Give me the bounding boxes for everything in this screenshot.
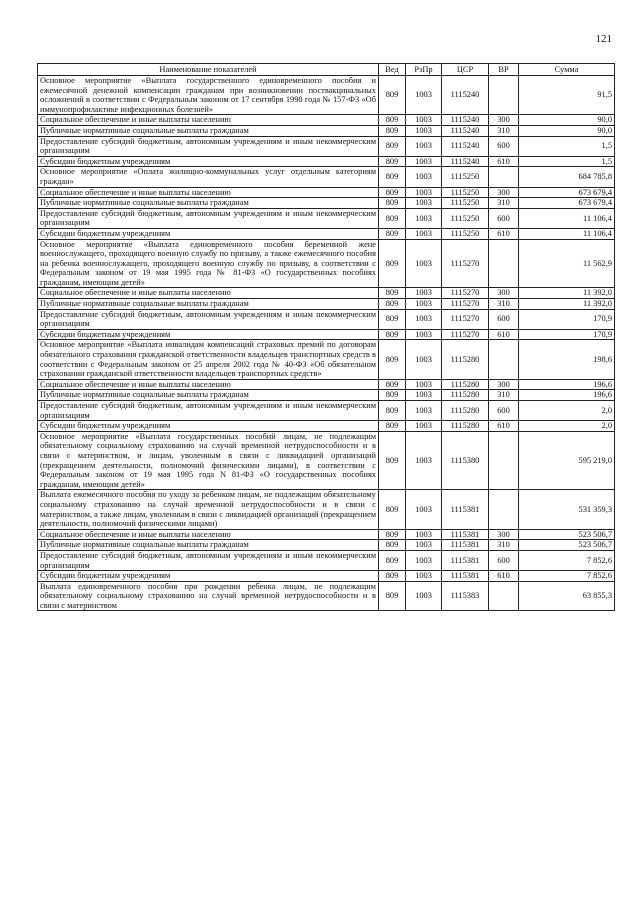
cell-ved: 809 <box>379 581 406 611</box>
cell-name: Социальное обеспечение и иные выплаты населению <box>38 115 379 126</box>
page-number: 121 <box>595 33 612 45</box>
cell-name: Основное мероприятие «Выплата государственных пособий лицам, не подлежащим обязательному социальному страхованию на случай временной нетрудоспособности и в связи с материнством, и лицам, уволенным в связи с ликвидацией организаций (прекращением деятельности, полномочий физическими лицами), в соответствии с Федеральным законом от 19 мая 1995 года N 81-ФЗ «О государственных пособиях гражданам, имеющим детей» <box>38 431 379 490</box>
cell-name: Публичные нормативные социальные выплаты гражданам <box>38 390 379 401</box>
cell-vr: 310 <box>489 299 519 310</box>
cell-name: Субсидии бюджетным учреждениям <box>38 228 379 239</box>
cell-ved: 809 <box>379 529 406 540</box>
cell-rzpr: 1003 <box>406 529 442 540</box>
cell-csr: 1115270 <box>442 309 489 329</box>
cell-name: Выплата единовременного пособия при рождении ребенка лицам, не подлежащим обязательному социальному страхованию на случай временной нетрудоспособности и в связи с материнством <box>38 581 379 611</box>
cell-ved: 809 <box>379 76 406 115</box>
cell-vr <box>489 431 519 490</box>
cell-vr <box>489 239 519 288</box>
cell-rzpr: 1003 <box>406 228 442 239</box>
cell-ved: 809 <box>379 550 406 570</box>
cell-rzpr: 1003 <box>406 309 442 329</box>
cell-vr <box>489 340 519 379</box>
cell-name: Субсидии бюджетным учреждениям <box>38 329 379 340</box>
cell-csr: 1115240 <box>442 136 489 156</box>
cell-csr: 1115240 <box>442 115 489 126</box>
table-row <box>38 421 615 432</box>
cell-rzpr: 1003 <box>406 76 442 115</box>
cell-vr <box>489 167 519 187</box>
cell-sum: 1,5 <box>519 156 615 167</box>
cell-rzpr: 1003 <box>406 239 442 288</box>
cell-ved: 809 <box>379 125 406 136</box>
cell-ved: 809 <box>379 228 406 239</box>
table-row <box>38 529 615 540</box>
cell-csr: 1115280 <box>442 340 489 379</box>
cell-vr <box>489 76 519 115</box>
cell-sum: 523 506,7 <box>519 529 615 540</box>
cell-vr: 300 <box>489 288 519 299</box>
table-row <box>38 490 615 529</box>
cell-sum: 11 562,9 <box>519 239 615 288</box>
cell-ved: 809 <box>379 288 406 299</box>
header-rzpr: РзПр <box>406 64 442 76</box>
cell-ved: 809 <box>379 540 406 551</box>
cell-sum: 11 392,0 <box>519 288 615 299</box>
budget-table <box>37 63 615 611</box>
table-row <box>38 136 615 156</box>
cell-csr: 1115270 <box>442 239 489 288</box>
cell-rzpr: 1003 <box>406 187 442 198</box>
table-row <box>38 299 615 310</box>
header-sum: Сумма <box>519 64 615 76</box>
cell-sum: 90,0 <box>519 115 615 126</box>
cell-csr: 1115381 <box>442 540 489 551</box>
table-row <box>38 76 615 115</box>
table-header-row <box>38 64 615 76</box>
cell-csr: 1115270 <box>442 329 489 340</box>
cell-rzpr: 1003 <box>406 299 442 310</box>
cell-ved: 809 <box>379 340 406 379</box>
cell-rzpr: 1003 <box>406 490 442 529</box>
cell-name: Основное мероприятие «Оплата жилищно-коммунальных услуг отдельным категориям граждан» <box>38 167 379 187</box>
cell-ved: 809 <box>379 329 406 340</box>
cell-sum: 63 855,3 <box>519 581 615 611</box>
cell-name: Предоставление субсидий бюджетным, автономным учреждениям и иным некоммерческим организациям <box>38 136 379 156</box>
cell-rzpr: 1003 <box>406 136 442 156</box>
cell-csr: 1115381 <box>442 550 489 570</box>
cell-rzpr: 1003 <box>406 167 442 187</box>
cell-name: Предоставление субсидий бюджетным, автономным учреждениям и иным некоммерческим организациям <box>38 309 379 329</box>
cell-sum: 170,9 <box>519 329 615 340</box>
cell-rzpr: 1003 <box>406 379 442 390</box>
cell-name: Основное мероприятие «Выплата единовременного пособия беременной жене военнослужащего, проходящего военную службу по призыву, а также ежемесячного пособия на ребенка военнослужащего, проходящего военную службу по призыву, в соответствии с Федеральным законом от 19 мая 1995 года № 81-ФЗ «О государственных пособиях гражданам, имеющим детей» <box>38 239 379 288</box>
cell-sum: 673 679,4 <box>519 198 615 209</box>
cell-rzpr: 1003 <box>406 431 442 490</box>
cell-ved: 809 <box>379 431 406 490</box>
cell-ved: 809 <box>379 571 406 582</box>
table-row <box>38 187 615 198</box>
cell-csr: 1115381 <box>442 571 489 582</box>
cell-vr: 300 <box>489 115 519 126</box>
cell-sum: 7 852,6 <box>519 550 615 570</box>
cell-sum: 11 392,0 <box>519 299 615 310</box>
table-row <box>38 431 615 490</box>
cell-sum: 7 852,6 <box>519 571 615 582</box>
cell-sum: 170,9 <box>519 309 615 329</box>
cell-ved: 809 <box>379 187 406 198</box>
cell-name: Социальное обеспечение и иные выплаты населению <box>38 529 379 540</box>
cell-vr <box>489 581 519 611</box>
table-row <box>38 340 615 379</box>
cell-vr: 610 <box>489 571 519 582</box>
cell-csr: 1115250 <box>442 198 489 209</box>
cell-vr: 600 <box>489 309 519 329</box>
table-row <box>38 288 615 299</box>
cell-sum: 11 106,4 <box>519 208 615 228</box>
cell-vr: 610 <box>489 228 519 239</box>
cell-sum: 595 219,0 <box>519 431 615 490</box>
cell-ved: 809 <box>379 115 406 126</box>
cell-name: Субсидии бюджетным учреждениям <box>38 421 379 432</box>
cell-sum: 196,6 <box>519 390 615 401</box>
table-row <box>38 167 615 187</box>
cell-rzpr: 1003 <box>406 581 442 611</box>
cell-vr: 610 <box>489 421 519 432</box>
cell-csr: 1115280 <box>442 379 489 390</box>
cell-sum: 531 359,3 <box>519 490 615 529</box>
header-csr: ЦСР <box>442 64 489 76</box>
cell-csr: 1115280 <box>442 421 489 432</box>
cell-name: Публичные нормативные социальные выплаты гражданам <box>38 125 379 136</box>
cell-csr: 1115380 <box>442 431 489 490</box>
cell-vr: 310 <box>489 540 519 551</box>
cell-vr: 600 <box>489 550 519 570</box>
cell-vr: 600 <box>489 401 519 421</box>
cell-ved: 809 <box>379 198 406 209</box>
cell-rzpr: 1003 <box>406 329 442 340</box>
cell-csr: 1115383 <box>442 581 489 611</box>
table-row <box>38 379 615 390</box>
cell-vr <box>489 490 519 529</box>
cell-sum: 90,0 <box>519 125 615 136</box>
cell-ved: 809 <box>379 156 406 167</box>
cell-name: Предоставление субсидий бюджетным, автономным учреждениям и иным некоммерческим организациям <box>38 208 379 228</box>
table-row <box>38 309 615 329</box>
cell-vr: 300 <box>489 379 519 390</box>
cell-ved: 809 <box>379 379 406 390</box>
cell-name: Основное мероприятие «Выплата инвалидам компенсаций страховых премий по договорам обязательного страхования гражданской ответственности владельцев транспортных средств в соответствии с Федеральным законом от 25 апреля 2002 года № 40-ФЗ «Об обязательном страховании гражданской ответственности владельцев транспортных средств» <box>38 340 379 379</box>
cell-rzpr: 1003 <box>406 550 442 570</box>
cell-vr: 610 <box>489 329 519 340</box>
cell-ved: 809 <box>379 421 406 432</box>
table-row <box>38 125 615 136</box>
cell-vr: 600 <box>489 208 519 228</box>
table-row <box>38 208 615 228</box>
cell-sum: 198,6 <box>519 340 615 379</box>
cell-csr: 1115280 <box>442 401 489 421</box>
cell-sum: 91,5 <box>519 76 615 115</box>
table-row <box>38 228 615 239</box>
cell-csr: 1115250 <box>442 208 489 228</box>
header-ved: Вед <box>379 64 406 76</box>
cell-name: Публичные нормативные социальные выплаты гражданам <box>38 198 379 209</box>
table-row <box>38 571 615 582</box>
cell-ved: 809 <box>379 299 406 310</box>
cell-csr: 1115250 <box>442 228 489 239</box>
cell-rzpr: 1003 <box>406 571 442 582</box>
cell-csr: 1115270 <box>442 299 489 310</box>
header-vr: ВР <box>489 64 519 76</box>
cell-rzpr: 1003 <box>406 125 442 136</box>
cell-ved: 809 <box>379 136 406 156</box>
cell-csr: 1115381 <box>442 490 489 529</box>
cell-name: Социальное обеспечение и иные выплаты населению <box>38 187 379 198</box>
cell-ved: 809 <box>379 490 406 529</box>
cell-sum: 1,5 <box>519 136 615 156</box>
cell-rzpr: 1003 <box>406 540 442 551</box>
table-row <box>38 115 615 126</box>
cell-rzpr: 1003 <box>406 421 442 432</box>
cell-sum: 2,0 <box>519 421 615 432</box>
table-row <box>38 329 615 340</box>
cell-csr: 1115381 <box>442 529 489 540</box>
cell-vr: 600 <box>489 136 519 156</box>
cell-vr: 610 <box>489 156 519 167</box>
table-row <box>38 581 615 611</box>
cell-sum: 11 106,4 <box>519 228 615 239</box>
cell-name: Социальное обеспечение и иные выплаты населению <box>38 288 379 299</box>
cell-name: Социальное обеспечение и иные выплаты населению <box>38 379 379 390</box>
cell-rzpr: 1003 <box>406 288 442 299</box>
table-row <box>38 550 615 570</box>
cell-rzpr: 1003 <box>406 156 442 167</box>
cell-rzpr: 1003 <box>406 401 442 421</box>
cell-ved: 809 <box>379 167 406 187</box>
cell-vr: 310 <box>489 390 519 401</box>
cell-csr: 1115250 <box>442 167 489 187</box>
cell-sum: 673 679,4 <box>519 187 615 198</box>
cell-csr: 1115240 <box>442 125 489 136</box>
cell-name: Публичные нормативные социальные выплаты гражданам <box>38 299 379 310</box>
cell-name: Основное мероприятие «Выплата государственного единовременного пособия и ежемесячной денежной компенсации гражданам при возникновении поствакцинальных осложнений в соответствии с Федеральным законом от 17 сентября 1998 года № 157-ФЗ «Об иммунопрофилактике инфекционных болезней» <box>38 76 379 115</box>
cell-csr: 1115240 <box>442 76 489 115</box>
cell-sum: 2,0 <box>519 401 615 421</box>
cell-name: Выплата ежемесячного пособия по уходу за ребенком лицам, не подлежащим обязательному социальному страхованию на случай временной нетрудоспособности и в связи с материнством, а также лицам, уволенным в связи с ликвидацией организаций (прекращением деятельности, полномочий физическими лицами) <box>38 490 379 529</box>
cell-sum: 523 506,7 <box>519 540 615 551</box>
cell-name: Субсидии бюджетным учреждениям <box>38 156 379 167</box>
cell-ved: 809 <box>379 208 406 228</box>
cell-csr: 1115240 <box>442 156 489 167</box>
cell-vr: 310 <box>489 125 519 136</box>
table-row <box>38 540 615 551</box>
cell-rzpr: 1003 <box>406 340 442 379</box>
cell-rzpr: 1003 <box>406 390 442 401</box>
cell-sum: 196,6 <box>519 379 615 390</box>
cell-ved: 809 <box>379 309 406 329</box>
cell-csr: 1115250 <box>442 187 489 198</box>
table-row <box>38 239 615 288</box>
cell-ved: 809 <box>379 390 406 401</box>
cell-vr: 300 <box>489 187 519 198</box>
cell-rzpr: 1003 <box>406 198 442 209</box>
cell-sum: 684 785,8 <box>519 167 615 187</box>
cell-csr: 1115270 <box>442 288 489 299</box>
cell-ved: 809 <box>379 401 406 421</box>
cell-name: Предоставление субсидий бюджетным, автономным учреждениям и иным некоммерческим организациям <box>38 401 379 421</box>
cell-csr: 1115280 <box>442 390 489 401</box>
cell-vr: 310 <box>489 198 519 209</box>
table-row <box>38 156 615 167</box>
table-row <box>38 401 615 421</box>
cell-name: Субсидии бюджетным учреждениям <box>38 571 379 582</box>
table-row <box>38 198 615 209</box>
cell-rzpr: 1003 <box>406 208 442 228</box>
cell-ved: 809 <box>379 239 406 288</box>
cell-name: Предоставление субсидий бюджетным, автономным учреждениям и иным некоммерческим организациям <box>38 550 379 570</box>
cell-vr: 300 <box>489 529 519 540</box>
table-row <box>38 390 615 401</box>
header-name: Наименование показателей <box>38 64 379 76</box>
cell-name: Публичные нормативные социальные выплаты гражданам <box>38 540 379 551</box>
cell-rzpr: 1003 <box>406 115 442 126</box>
